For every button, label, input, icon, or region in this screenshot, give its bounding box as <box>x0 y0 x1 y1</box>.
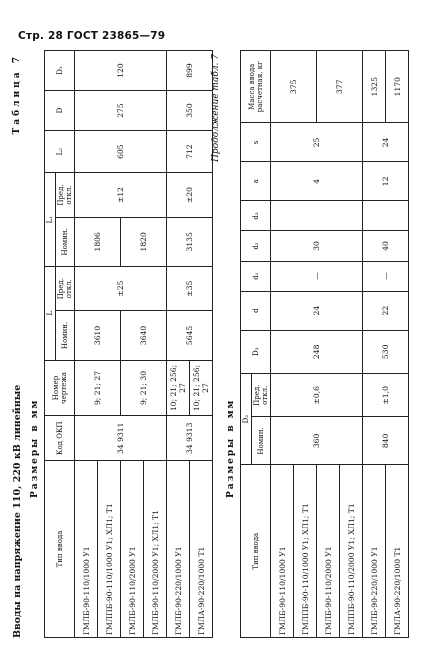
type-cell: ГМЛПБ-90-110/2000 У1; ХЛ1; Т1 <box>340 465 363 638</box>
col-L1-tol: Пред. откл. <box>56 173 75 218</box>
table-label: Таблица 7 <box>12 54 22 135</box>
type-cell: ГМЛБ-90-220/1000 У1 <box>363 465 386 638</box>
d2-cell: 30 <box>271 231 363 261</box>
L-tol-cell: ±25 <box>75 266 167 311</box>
D2-cell: 360 <box>271 417 363 465</box>
d2-cell: 40 <box>363 231 409 261</box>
okp-cell: 34 9313 <box>167 416 213 461</box>
table-7-continuation <box>240 50 409 638</box>
mass-cell: 1170 <box>386 51 409 123</box>
d1-cell: — <box>271 261 363 291</box>
units-caption: Размеры в мм <box>226 398 236 498</box>
D2-cell: 840 <box>363 417 409 465</box>
okp-cell: 34 9311 <box>75 416 167 461</box>
drawing-cell: 9; 21; 30 <box>121 360 167 416</box>
L1-cell: 1820 <box>121 217 167 266</box>
type-cell: ГМЛПБ-90-110/1000 У1; ХЛ1; Т1 <box>294 465 317 638</box>
type-cell: ГМЛБ-90-110/2000 У1 <box>121 461 144 638</box>
d3-cell <box>363 201 409 231</box>
col-L: L <box>45 266 56 360</box>
col-L1-nom: Номин. <box>56 217 75 266</box>
col-d3: d₃ <box>241 201 271 231</box>
type-cell: ГМЛПБ-90-110/1000 У1; ХЛ1; Т1 <box>98 461 121 638</box>
L-cell: 5645 <box>167 311 213 360</box>
mass-cell: 1325 <box>363 51 386 123</box>
L-cell: 3640 <box>121 311 167 360</box>
col-D: D <box>45 91 75 131</box>
col-a: a <box>241 162 271 201</box>
D3-cell: 248 <box>271 330 363 373</box>
type-cell: ГМЛА-90-220/1000 Т1 <box>386 465 409 638</box>
d-cell: 22 <box>363 291 409 330</box>
L1-tol-cell: ±12 <box>75 173 167 218</box>
units-caption: Размеры в мм <box>30 398 40 498</box>
col-L-nom: Номин. <box>56 311 75 360</box>
col-D1: D₁ <box>45 51 75 91</box>
table-title: Вводы на напряжение 110, 220 кВ линейные <box>12 384 23 638</box>
type-cell: ГМЛА-90-220/1000 Т1 <box>190 461 213 638</box>
D2-tol-cell: ±0,6 <box>271 374 363 417</box>
table-row <box>363 51 386 638</box>
col-okp: Код ОКП <box>45 416 75 461</box>
D1-cell: 120 <box>75 51 167 91</box>
drawing-cell: 10; 21; 256; 27 <box>190 360 213 416</box>
drawing-cell: 9; 21; 27 <box>75 360 121 416</box>
col-d2: d₂ <box>241 231 271 261</box>
table-row <box>271 51 294 638</box>
s-cell: 24 <box>363 123 409 162</box>
type-cell: ГМЛБ-90-220/1000 У1 <box>167 461 190 638</box>
col-drawing: Номер чертежа <box>45 360 75 416</box>
col-D2: D₂ <box>241 374 252 465</box>
col-D2-nom: Номин. <box>252 417 271 465</box>
d-cell: 24 <box>271 291 363 330</box>
drawing-cell: 10; 21; 256; 27 <box>167 360 190 416</box>
a-cell: 4 <box>271 162 363 201</box>
col-D2-tol: Пред. откл. <box>252 374 271 417</box>
continuation-caption: Продолжение табл. 7 <box>211 54 221 162</box>
rotated-content <box>8 48 408 638</box>
col-L-tol: Пред. откл. <box>56 266 75 311</box>
col-D3: D₃ <box>241 330 271 373</box>
mass-cell: 377 <box>317 51 363 123</box>
L-cell: 3610 <box>75 311 121 360</box>
D-cell: 275 <box>75 91 167 131</box>
col-type: Тип ввода <box>241 465 271 638</box>
type-cell: ГМЛБ-90-110/1000 У1 <box>271 465 294 638</box>
table-row <box>167 51 190 638</box>
col-d: d <box>241 291 271 330</box>
type-cell: ГМЛБ-90-110/1000 У1 <box>75 461 98 638</box>
d3-cell <box>271 201 363 231</box>
L1-cell: 1806 <box>75 217 121 266</box>
col-s: s <box>241 123 271 162</box>
D3-cell: 530 <box>363 330 409 373</box>
col-mass: Масса ввода расчетная, кг <box>241 51 271 123</box>
D-cell: 350 <box>167 91 213 131</box>
col-L1: L₁ <box>45 173 56 267</box>
col-L2: L₂ <box>45 131 75 173</box>
mass-cell: 375 <box>271 51 317 123</box>
L1-tol-cell: ±20 <box>167 173 213 218</box>
L-tol-cell: ±35 <box>167 266 213 311</box>
table-7 <box>44 50 213 638</box>
s-cell: 25 <box>271 123 363 162</box>
d1-cell: — <box>363 261 409 291</box>
L1-cell: 3135 <box>167 217 213 266</box>
D1-cell: 899 <box>167 51 213 91</box>
page-header: Стр. 28 ГОСТ 23865—79 <box>18 30 166 42</box>
type-cell: ГМЛБ-90-110/2000 У1; ХЛ1; Т1 <box>144 461 167 638</box>
L2-cell: 605 <box>75 131 167 173</box>
col-type: Тип ввода <box>45 461 75 638</box>
type-cell: ГМЛБ-90-110/2000 У1 <box>317 465 340 638</box>
D2-tol-cell: ±1,0 <box>363 374 409 417</box>
col-d1: d₁ <box>241 261 271 291</box>
L2-cell: 712 <box>167 131 213 173</box>
a-cell: 12 <box>363 162 409 201</box>
table-row <box>75 51 98 638</box>
